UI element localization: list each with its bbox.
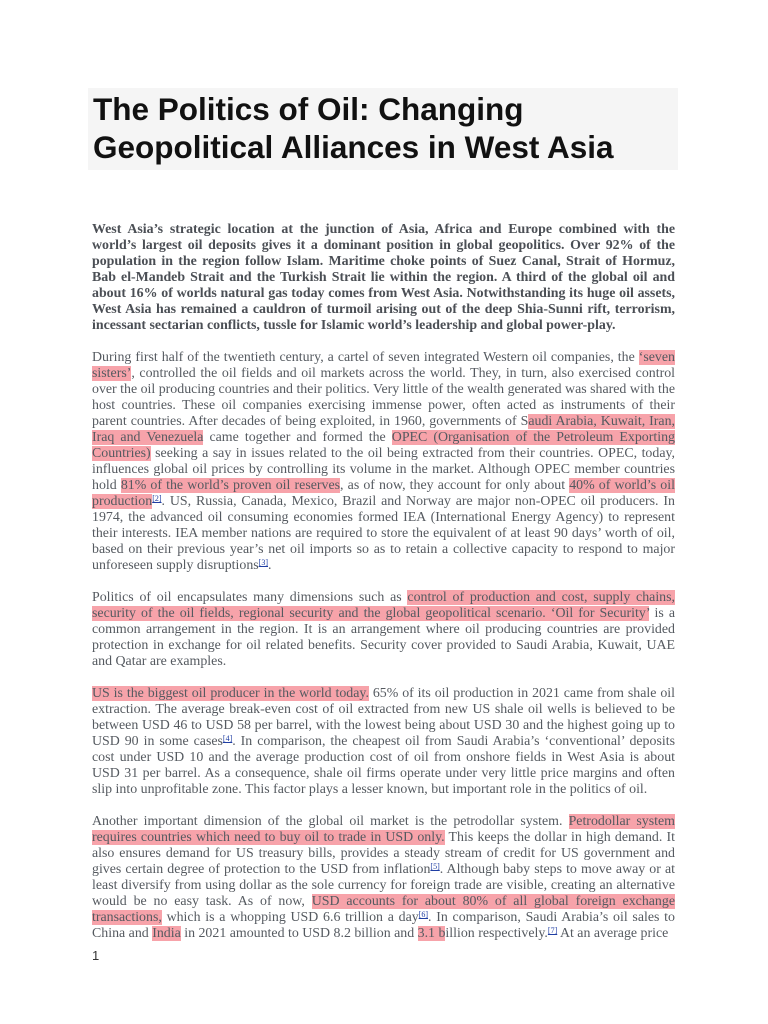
text-run: Politics of oil encapsulates many dimensions such as <box>92 590 408 605</box>
text-run: During first half of the twentieth century, a cartel of seven integrated Western oil companies, the <box>92 350 639 365</box>
text-run: which is a whopping USD 6.6 trillion a day <box>161 910 419 925</box>
text-run: , as of now, they account for only about <box>340 478 570 493</box>
highlight-india: India <box>152 926 181 941</box>
title-box <box>88 88 678 170</box>
text-run: Another important dimension of the global oil market is the petrodollar system. <box>92 814 569 829</box>
highlight-oil-production: 40% of world’s oil production <box>92 478 675 509</box>
highlight-petrodollar: Petrodollar system requires countries which need to buy oil to trade in USD only. <box>92 814 675 845</box>
highlight-usd-share: USD accounts for about 80% of all global foreign exchange transactions, <box>92 894 675 925</box>
footnote-link-3[interactable]: [3] <box>258 558 268 567</box>
text-run: illion respectively. <box>445 926 548 941</box>
highlight-dimensions: control of production and cost, supply chains, security of the oil fields, regional security and the global geopolitical scenario. ‘Oil for Security’ <box>92 590 676 621</box>
text-run: . In comparison, the cheapest oil from Saudi Arabia’s ‘conventional’ deposits cost under USD 10 and the average production cost of oil from onshore fields in West Asia is about USD 31 per barrel. As a consequence, shale oil firms operate under very little price margins and often slip into unprofitable zone. This factor plays a lesser known, but important role in the politics of oil. <box>92 734 675 797</box>
paragraph-politics-of-oil <box>92 590 675 670</box>
footnote-link-6[interactable]: [6] <box>418 910 429 919</box>
page-number: 1 <box>92 948 100 963</box>
text-run: . <box>268 558 272 573</box>
highlight-us-biggest-producer: US is the biggest oil producer in the world today. <box>92 686 369 701</box>
text-run: This keeps the dollar in high demand. It also ensures demand for US treasury bills, provides a steady stream of credit for US government and gives certain degree of protection to the USD from inflation <box>92 830 675 877</box>
document-title: The Politics of Oil: Changing Geopolitical Alliances in West Asia <box>93 91 614 165</box>
abstract-paragraph: West Asia’s strategic location at the junction of Asia, Africa and Europe combined with the world’s largest oil deposits gives it a dominant position in global geopolitics. Over 92% of the population in the region follow Islam. Maritime choke points of Suez Canal, Strait of Hormuz, Bab el-Mandeb Strait and the Turkish Strait lie within the region. A third of the global oil and about 16% of worlds natural gas today comes from West Asia. Notwithstanding its huge oil assets, West Asia has remained a cauldron of turmoil arising out of the deep Shia-Sunni rift, terrorism, incessant sectarian conflicts, tussle for Islamic world’s leadership and global power-play. <box>92 222 675 333</box>
footnote-link-2[interactable]: [2] <box>152 494 162 503</box>
highlight-seven-sisters: ‘seven sisters’ <box>92 350 675 381</box>
footnote-link-4[interactable]: [4] <box>222 734 233 743</box>
text-run: is a common arrangement in the region. It is an arrangement where oil producing countries are provided protection in exchange for oil related benefits. Security cover provided to Saudi Arabia, Kuwait, UAE and Qatar are examples. <box>92 606 675 669</box>
text-run: . In comparison, Saudi Arabia’s oil sales to China and <box>92 910 675 941</box>
paragraph-seven-sisters <box>92 350 675 574</box>
paragraph-petrodollar <box>92 814 675 942</box>
paragraph-shale-oil <box>92 686 675 798</box>
text-run: . US, Russia, Canada, Mexico, Brazil and Norway are major non-OPEC oil producers. In 1974, the advanced oil consuming economies formed IEA (International Energy Agency) to represent their interests. IEA member nations are required to store the equivalent of at least 90 days’ worth of oil, based on their previous year’s net oil imports so as to retain a collective capacity to respond to major unforeseen supply disruptions <box>92 494 675 573</box>
text-run: came together and formed the <box>203 430 392 445</box>
document-body <box>92 222 675 958</box>
highlight-opec-founders: audi Arabia, Kuwait, Iran, Iraq and Venezuela <box>92 414 676 445</box>
footnote-link-5[interactable]: [5] <box>430 862 440 871</box>
footnote-link-7[interactable]: [7] <box>547 926 558 935</box>
text-run: , controlled the oil fields and oil markets across the world. They, in turn, also exercised control over the oil producing countries and their politics. Very little of the wealth generated was shared with the host countries. These oil companies exercising immense power, often acted as instruments of their parent countries. After decades of being exploited, in 1960, governments of S <box>92 366 675 429</box>
text-run: in 2021 amounted to USD 8.2 billion and <box>180 926 418 941</box>
text-run: At an average price <box>557 926 669 941</box>
text-run: . Although baby steps to move away or at least diversify from using dollar as the sole currency for foreign trade are visible, creating an alternative would be no easy task. As of now, <box>92 862 675 909</box>
highlight-3-1-billion: 3.1 b <box>417 926 446 941</box>
highlight-opec: OPEC (Organisation of the Petroleum Exporting Countries) <box>92 430 675 461</box>
text-run: 65% of its oil production in 2021 came from shale oil extraction. The average break-even cost of oil extracted from new US shale oil wells is believed to be between USD 46 to USD 58 per barrel, with the lowest being about USD 30 and the highest going up to USD 90 in some cases <box>92 686 675 749</box>
text-run: seeking a say in issues related to the oil being extracted from their countries. OPEC, today, influences global oil prices by controlling its volume in the market. Although OPEC member countries hold <box>92 446 675 493</box>
highlight-oil-reserves: 81% of the world’s proven oil reserves <box>120 478 341 493</box>
